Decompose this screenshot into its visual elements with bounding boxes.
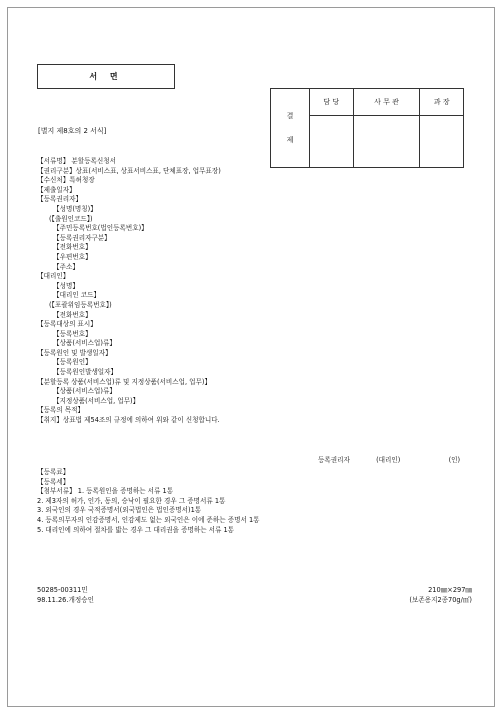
application-body (37, 157, 477, 426)
attachment-item-4: 4. 등록의무자의 인감증명서, 인감제도 없는 외국인은 이에 준하는 증명서 1통 (37, 515, 260, 524)
footer-right (409, 586, 472, 606)
registrant-postal-code: 【우편번호】 (53, 252, 92, 261)
approval-side-label (271, 89, 310, 168)
paper-type: (보존용지2종70g/㎡) (409, 595, 472, 604)
division-heading: 【분할등록 상품(서비스업)류 및 지정상품(서비스업, 업무)】 (37, 377, 212, 386)
approval-table (270, 88, 464, 168)
registrant-category: 【등록권리자구분】 (53, 233, 111, 242)
division-designated-goods: 【지정상품(서비스업, 업무)】 (53, 396, 140, 405)
submission-date-line: 【제출일자】 (37, 185, 76, 194)
document-title: 서 면 (37, 64, 175, 89)
form-code: 50285-00311민 (37, 586, 88, 594)
registration-purpose: 【등록의 목적】 (37, 406, 85, 415)
registrant-name: 【성명(명칭)】 (53, 204, 97, 213)
registrant-applicant-code: (【출원인코드】) (49, 214, 93, 223)
approval-col-chief: 과 장 (420, 89, 464, 116)
agent-phone: 【전화번호】 (53, 310, 92, 319)
agent-heading: 【대리인】 (37, 272, 70, 281)
attachment-item-2: 2. 제3자의 허가, 인가, 동의, 승낙이 필요한 경우 그 증명서류 1통 (37, 496, 226, 505)
attachments-section (37, 468, 477, 535)
registrant-id-number: 【주민등록번호(법인등록번호)】 (53, 224, 148, 233)
cause-heading: 【등록원인 및 발생일자】 (37, 348, 112, 357)
recipient-line: 【수신처】특허청장 (37, 176, 95, 185)
signature-seal: (인) (448, 456, 461, 464)
agent-power-of-attorney-number: (【포괄위임등록번호】) (49, 300, 112, 309)
form-reference: [별지 제8호의 2 서식] (38, 127, 107, 135)
signature-row (318, 454, 460, 464)
signature-role: 등록권리자 (318, 456, 350, 464)
registration-number: 【등록번호】 (53, 329, 92, 338)
cause-date: 【등록원인발생일자】 (53, 368, 118, 377)
registrant-heading: 【등록권리자】 (37, 195, 83, 204)
doc-name-line: 【서류명】 분할등록신청서 (37, 157, 116, 165)
right-type-line: 【권리구분】상표(서비스표, 상표서비스표, 단체표장, 업무표장) (37, 166, 221, 175)
goods-class: 【상품(서비스업)류】 (53, 339, 116, 348)
signature-agent: (대리인) (376, 456, 401, 464)
approval-side-bottom: 제 (286, 136, 294, 144)
registration-fee: 【등록료】 (37, 468, 70, 476)
attachment-item-3: 3. 외국인의 경우 국적증명서(외국법인은 법인증명서)1통 (37, 506, 202, 515)
registrant-phone: 【전화번호】 (53, 243, 92, 252)
registrant-address: 【주소】 (53, 262, 79, 271)
attachment-item-5: 5. 대리인에 의하여 절차를 밟는 경우 그 대리권을 증명하는 서류 1통 (37, 525, 235, 534)
agent-code: 【대리인 코드】 (53, 291, 101, 300)
registration-cause: 【등록원인】 (53, 358, 92, 367)
attachment-item-1: 【첨부서류】 1. 등록원인을 증명하는 서류 1통 (37, 487, 174, 496)
revision-approval-date: 98.11.26.개정승인 (37, 595, 94, 604)
paper-size: 210㎜×297㎜ (428, 586, 472, 594)
agent-name: 【성명】 (53, 281, 79, 290)
footer-left (37, 586, 94, 606)
registration-tax: 【등록세】 (37, 477, 70, 486)
approval-col-officer: 사 무 관 (353, 89, 420, 116)
division-goods-class: 【상품(서비스업)류】 (53, 387, 116, 396)
approval-col-staff: 담 당 (310, 89, 354, 116)
purport-statement: 【취지】상표법 제54조의 규정에 의하여 위와 같이 신청합니다. (37, 416, 220, 425)
approval-side-top: 결 (286, 112, 294, 120)
registration-target-heading: 【등록대상의 표시】 (37, 320, 97, 329)
